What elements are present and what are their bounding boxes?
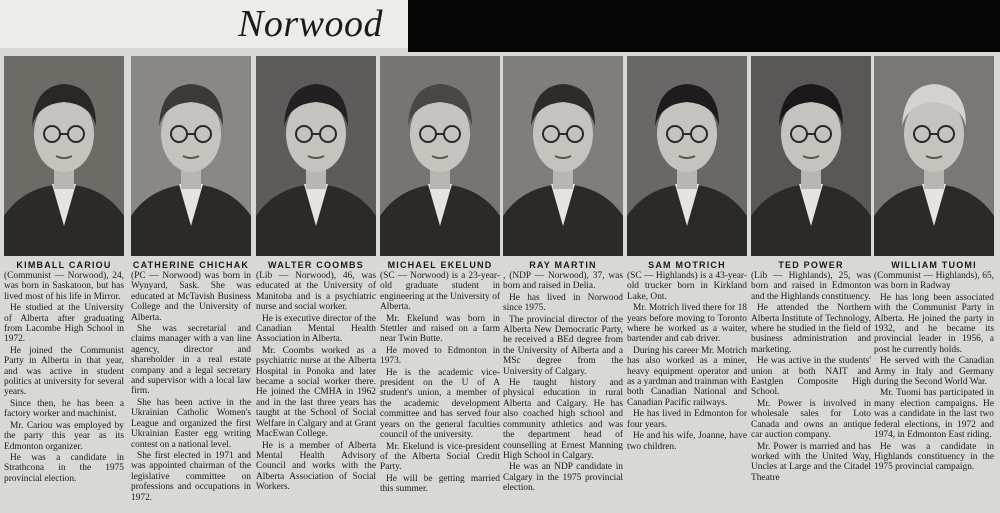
bio-paragraph: He was a candidate in Highlands constituency in the 1975 provincial campaign.	[874, 441, 994, 473]
candidate-name: MICHAEL EKELUND	[387, 260, 493, 270]
bio-paragraph: (SC — Norwood) is a 23-year-old graduate student in engineering at the University of Alberta.	[380, 271, 500, 313]
bio-paragraph: He is executive director of the Canadian Mental Health Association in Alberta.	[256, 313, 376, 345]
bio-paragraph: Mr. Motrich lived there for 18 years before moving to Toronto where he worked as a waiter, bartender and cab driver.	[627, 303, 747, 345]
bio-paragraph: He taught history and physical education in rural Alberta and Calgary. He has also coached high school and community athletics and was the department head of counselling at Ernest Manning High School in Calgary.	[503, 378, 623, 461]
bio-paragraph: Mr. Coombs worked as a psychiatric nurse at the Alberta Hospital in Ponoka and later became a social worker there. He joined the CMHA in 1962 and in the last three years has taught at the School of Social Welfare in Calgary and at Grant MacEwan College.	[256, 345, 376, 440]
candidate-bio	[131, 260, 251, 510]
bio-paragraph: He and his wife, Joanne, have two children.	[627, 431, 747, 452]
candidate-photo	[503, 56, 623, 256]
bio-paragraph: (Communist — Highlands), 65, was born in Radway	[874, 271, 994, 292]
bio-paragraph: (Lib — Norwood), 46, was educated at the University of Manitoba and is a psychiatric nurse and social worker.	[256, 271, 376, 313]
candidate-column	[256, 56, 376, 511]
bio-paragraph: He was an NDP candidate in Calgary in the 1975 provincial election.	[503, 462, 623, 494]
bio-paragraph: Mr. Tuomi has participated in many election campaigns. He was a candidate in the last two federal elections, in 1972 and 1974, in Edmonton East riding.	[874, 388, 994, 441]
candidate-column	[627, 56, 747, 511]
bio-paragraph: He has lived in Edmonton for four years.	[627, 409, 747, 430]
candidate-photo	[874, 56, 994, 256]
candidate-bio	[874, 260, 994, 510]
bio-paragraph: She first elected in 1971 and was appointed chairman of the legislative committee on professions and occupations in 1972.	[131, 450, 251, 503]
candidate-bio	[751, 260, 871, 510]
bio-paragraph: He is the academic vice-president on the U of A student's union, a member of the academic development committee and has served four years on the general faculties council of the university.	[380, 367, 500, 441]
candidate-name: CATHERINE CHICHAK	[132, 260, 250, 270]
page-title: Norwood	[238, 3, 383, 45]
candidate-name: SAM MOTRICH	[648, 260, 726, 270]
bio-paragraph: Mr. Ekelund is vice-president of the Alberta Social Credit Party.	[380, 441, 500, 473]
candidate-name: WILLIAM TUOMI	[891, 260, 977, 270]
candidate-name: KIMBALL CARIOU	[16, 260, 112, 270]
candidate-column	[503, 56, 623, 511]
candidate-bio	[503, 260, 623, 510]
candidate-bio	[380, 260, 500, 510]
bio-paragraph: Mr. Cariou was employed by the party this year as its Edmonton organizer.	[4, 420, 124, 452]
bio-paragraph: He will be getting married this summer.	[380, 473, 500, 495]
candidate-photo	[751, 56, 871, 256]
bio-paragraph: He was active in the students' union at both NAIT and Eastglen Composite High School.	[751, 356, 871, 398]
bio-paragraph: He is a member of Alberta Mental Health Advisory Council and works with the Alberta Association of Social Workers.	[256, 440, 376, 493]
bio-paragraph: Mr. Ekelund was born in Stettler and raised on a farm near Twin Butte.	[380, 313, 500, 345]
bio-paragraph: He studied at the University of Alberta after graduating from Lacombe High School in 1972.	[4, 303, 124, 345]
candidate-column	[131, 56, 251, 511]
bio-paragraph: She was secretarial and claims manager with a van line agency, director and shareholder in a real estate company and a legal secretary and supervisor with a local law firm.	[131, 324, 251, 397]
bio-paragraph: He has lived in Norwood since 1975.	[503, 292, 623, 314]
bio-paragraph: , (NDP — Norwood), 37, was born and raised in Delia.	[503, 271, 623, 292]
bio-paragraph: (SC — Highlands) is a 43-year-old trucker born in Kirkland Lake, Ont.	[627, 271, 747, 302]
bio-paragraph: Since then, he has been a factory worker and machinist.	[4, 398, 124, 420]
bio-paragraph: The provincial director of the Alberta New Democratic Party, he received a BEd degree from the University of Alberta and a MSc degree from the University of Calgary.	[503, 314, 623, 377]
candidate-name: WALTER COOMBS	[268, 260, 364, 270]
candidate-column	[4, 56, 124, 511]
candidate-name: RAY MARTIN	[529, 260, 597, 270]
candidate-bio	[256, 260, 376, 510]
bio-paragraph: He served with the Canadian Army in Italy and Germany during the Second World War.	[874, 356, 994, 388]
candidate-photo	[131, 56, 251, 256]
candidate-bio	[4, 260, 124, 510]
bio-paragraph: During his career Mr. Motrich has also worked as a miner, heavy equipment operator and as a yardman and trainman with both Canadian National and Canadian Pacific railways.	[627, 345, 747, 408]
bio-paragraph: He was a candidate in Strathcona in the 1975 provincial election.	[4, 452, 124, 484]
bio-paragraph: (Communist — Norwood), 24, was born in Saskatoon, but has lived most of his life in Mirror.	[4, 271, 124, 302]
candidate-photo	[627, 56, 747, 256]
headline-banner	[0, 0, 1000, 52]
bio-paragraph: Mr. Power is married and has worked with the United Way, Uncles at Large and the Citadel Theatre	[751, 441, 871, 483]
candidate-column	[380, 56, 500, 511]
bio-paragraph: He has long been associated with the Communist Party in Alberta. He joined the party in 1932, and he became its provincial leader in 1956, a post he currently holds.	[874, 292, 994, 355]
headline-black-bar	[408, 0, 1000, 52]
bio-paragraph: She has been active in the Ukrainian Catholic Women's League and organized the first Ukrainian Easter egg writing contest on a national level.	[131, 397, 251, 450]
bio-paragraph: (Lib — Highlands), 25, was born and raised in Edmonton and the Highlands constituency.	[751, 271, 871, 302]
bio-paragraph: He attended the Northern Alberta Institute of Technology, where he studied in the field of business administration and marketing.	[751, 303, 871, 355]
candidate-photo	[4, 56, 124, 256]
candidate-column	[874, 56, 994, 511]
candidate-photo	[380, 56, 500, 256]
candidate-column	[751, 56, 871, 511]
candidate-photo	[256, 56, 376, 256]
bio-paragraph: He moved to Edmonton in 1973.	[380, 345, 500, 367]
bio-paragraph: He joined the Communist Party in Alberta in that year, and was active in student politics at university for several years.	[4, 345, 124, 398]
candidate-name: TED POWER	[778, 260, 844, 270]
candidate-bio	[627, 260, 747, 510]
bio-paragraph: Mr. Power is involved in wholesale sales for Loto Canada and owns an antique car auction company.	[751, 398, 871, 441]
bio-paragraph: (PC — Norwood) was born in Wynyard, Sask. She was educated at McTavish Business College and the University of Alberta.	[131, 271, 251, 323]
